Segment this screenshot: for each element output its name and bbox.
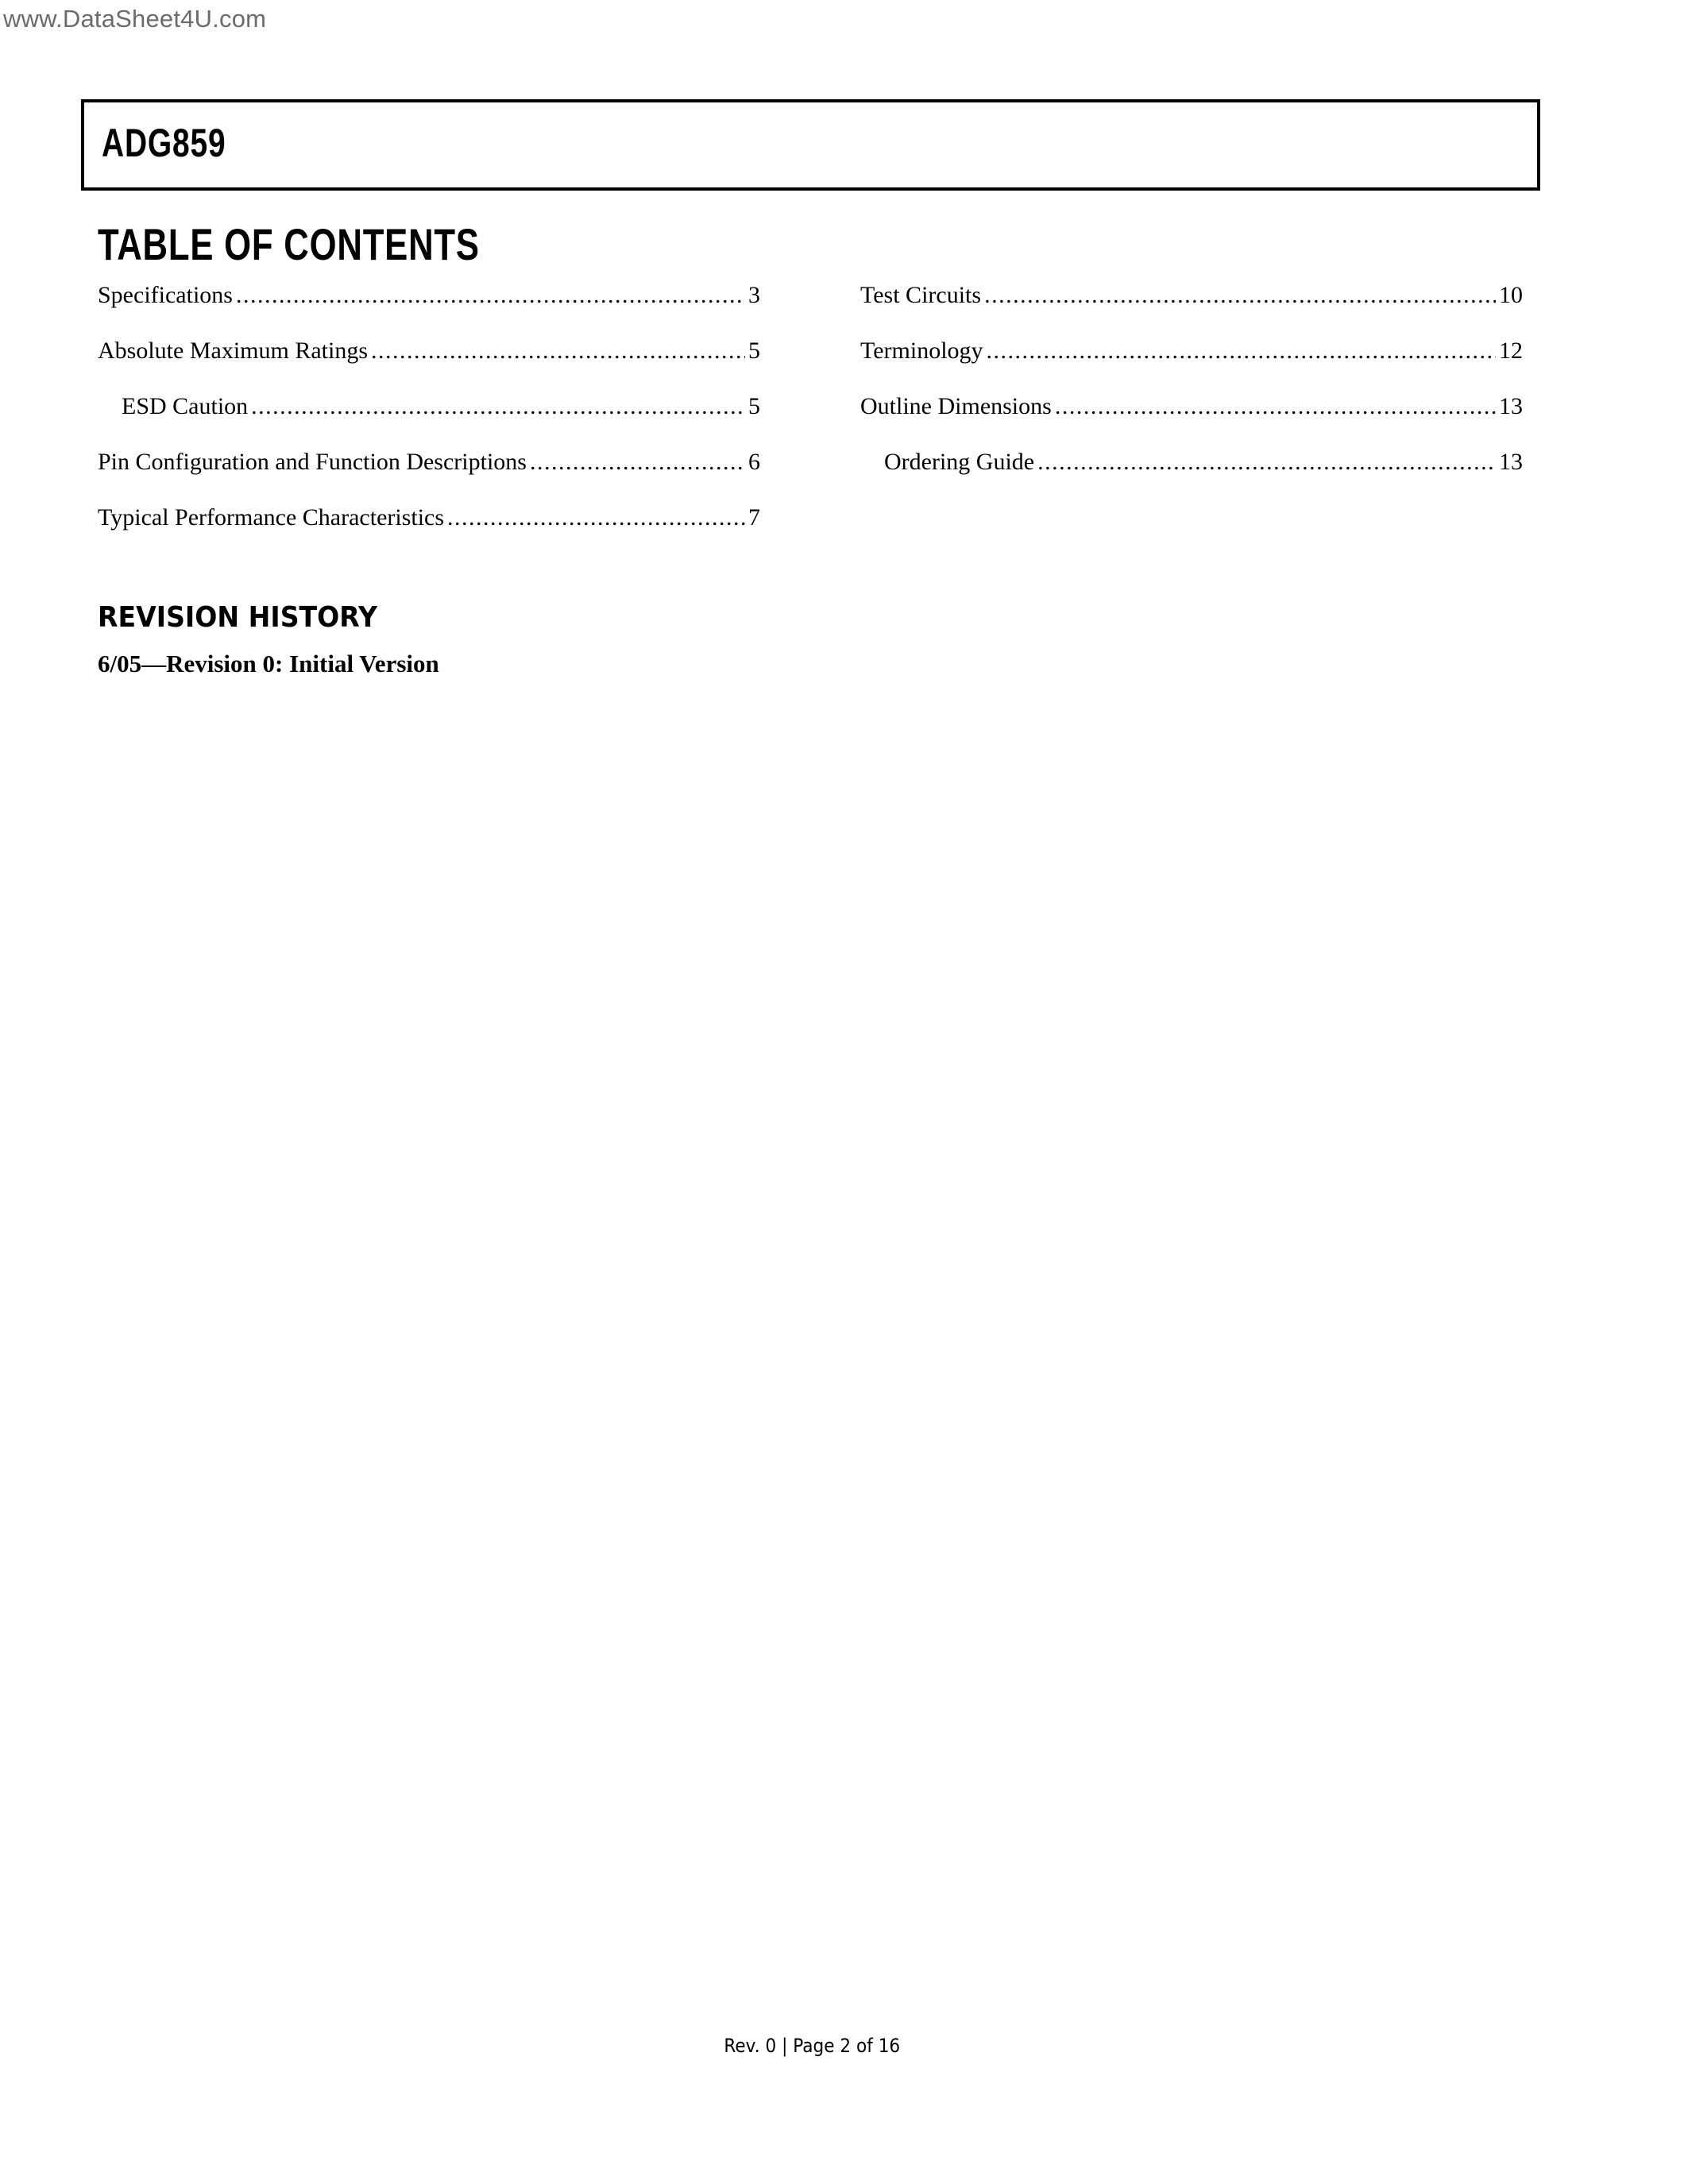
toc-left-column [98, 280, 760, 558]
toc-entry-label: Terminology [860, 338, 983, 364]
toc-entry-label: Test Circuits [860, 282, 982, 308]
toc-entry-page: 13 [1499, 449, 1523, 475]
toc-entry-ordering-guide[interactable] [860, 446, 1523, 502]
toc-leader-dots [371, 335, 745, 367]
footer-page-info: Rev. 0 | Page 2 of 16 [724, 2035, 901, 2057]
revision-history-title: REVISION HISTORY [98, 601, 377, 634]
toc-entry-terminology[interactable] [860, 335, 1523, 391]
toc-leader-dots [987, 335, 1496, 367]
toc-entry-label: Typical Performance Characteristics [98, 504, 445, 531]
toc-entry-label: Outline Dimensions [860, 393, 1052, 419]
toc-entry-outline-dimensions[interactable] [860, 391, 1523, 446]
part-number: ADG859 [102, 121, 226, 165]
toc-entry-label: Ordering Guide [884, 449, 1035, 475]
toc-entry-page: 13 [1499, 393, 1523, 419]
toc-entry-label: Absolute Maximum Ratings [98, 338, 368, 364]
toc-right-column [860, 280, 1523, 502]
toc-leader-dots [530, 446, 745, 478]
toc-leader-dots [236, 280, 745, 311]
page-footer [0, 2035, 1688, 2057]
toc-entry-test-circuits[interactable] [860, 280, 1523, 335]
toc-entry-typical-performance[interactable] [98, 502, 760, 558]
toc-entry-page: 5 [748, 393, 760, 419]
toc-leader-dots [1037, 446, 1496, 478]
toc-leader-dots [447, 502, 745, 534]
toc-entry-label: Pin Configuration and Function Descriptions [98, 449, 527, 475]
revision-entry: 6/05—Revision 0: Initial Version [98, 650, 439, 677]
toc-entry-pin-configuration[interactable] [98, 446, 760, 502]
toc-entry-page: 5 [748, 338, 760, 364]
toc-entry-page: 3 [748, 282, 760, 308]
toc-entry-page: 10 [1499, 282, 1523, 308]
toc-entry-label: Specifications [98, 282, 233, 308]
toc-leader-dots [984, 280, 1496, 311]
header-box [81, 99, 1540, 191]
toc-entry-page: 12 [1499, 338, 1523, 364]
toc-leader-dots [251, 391, 745, 423]
toc-entry-absolute-maximum-ratings[interactable] [98, 335, 760, 391]
toc-entry-page: 7 [748, 504, 760, 531]
toc-entry-esd-caution[interactable] [98, 391, 760, 446]
toc-leader-dots [1055, 391, 1496, 423]
toc-entry-label: ESD Caution [122, 393, 249, 419]
toc-entry-page: 6 [748, 449, 760, 475]
toc-title: TABLE OF CONTENTS [98, 219, 480, 269]
watermark-link[interactable]: www.DataSheet4U.com [3, 5, 267, 33]
toc-entry-specifications[interactable] [98, 280, 760, 335]
